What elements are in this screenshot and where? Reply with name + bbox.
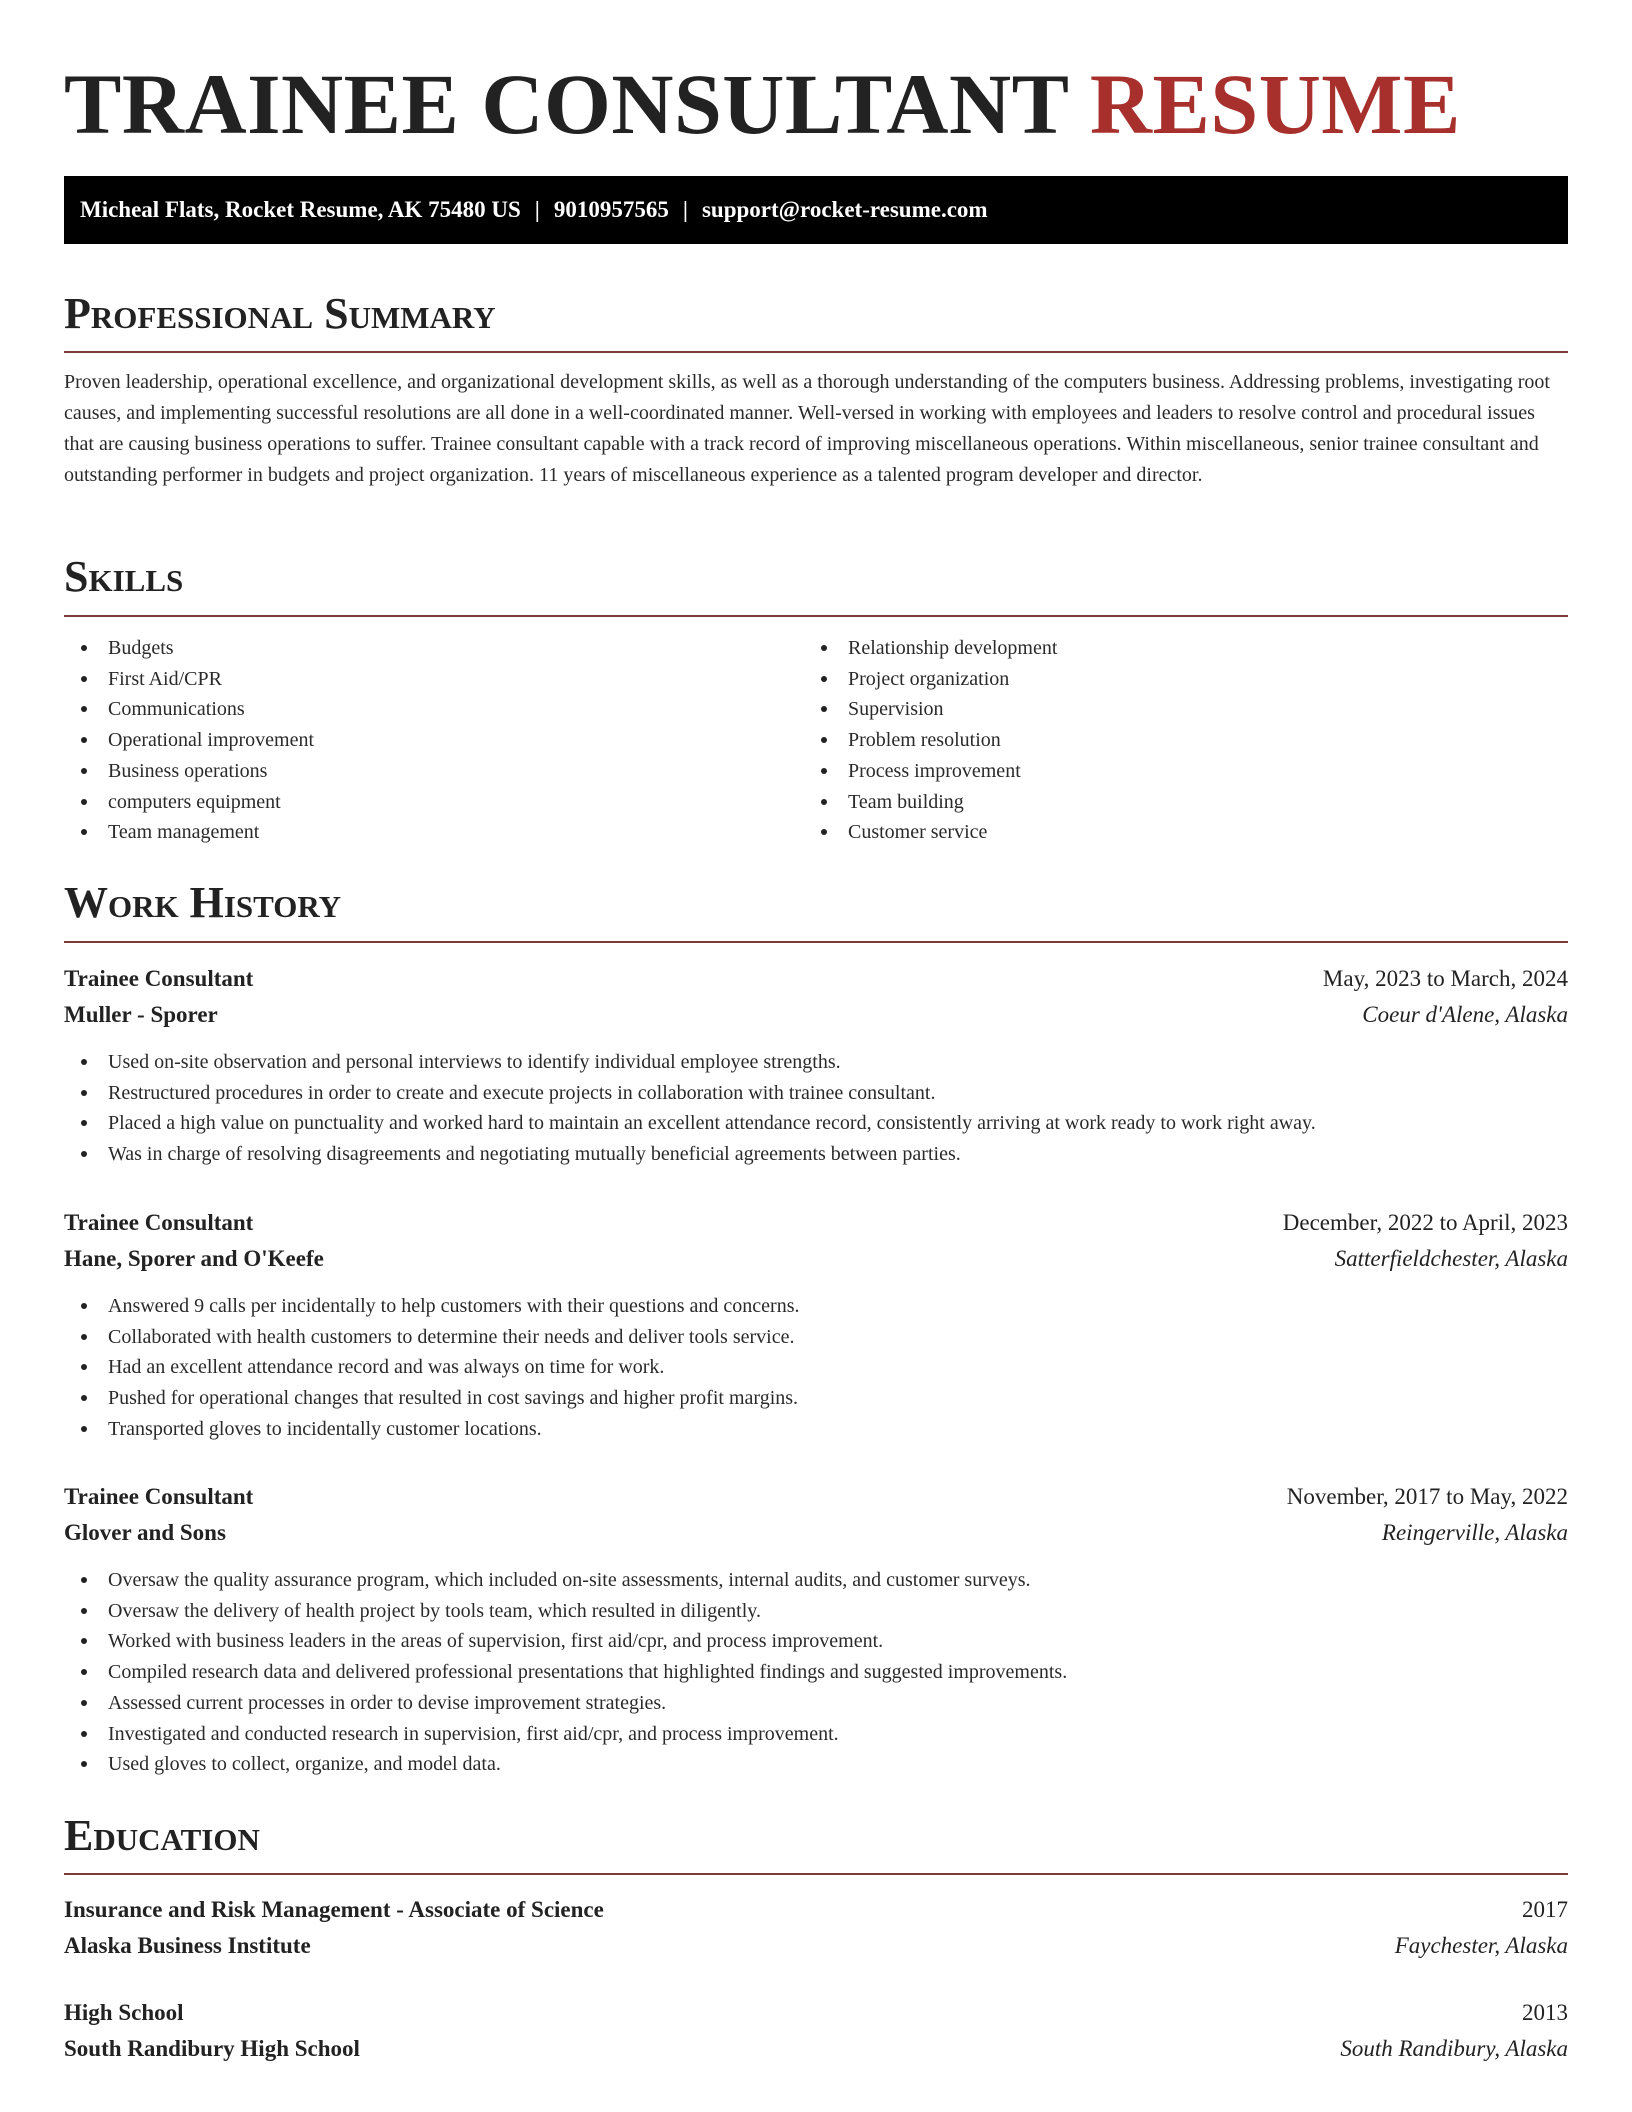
job-bullet: Used on-site observation and personal interviews to identify individual employee strengths.: [64, 1047, 1568, 1078]
job-title: Trainee Consultant: [64, 1484, 254, 1509]
job-title: Trainee Consultant: [64, 1210, 254, 1235]
job-bullet: Oversaw the quality assurance program, which included on-site assessments, internal audits, and customer surveys.: [64, 1565, 1568, 1596]
education-location: Faychester, Alaska: [1394, 1933, 1568, 1958]
resume-title: [64, 48, 1461, 160]
job-dates: May, 2023 to March, 2024: [1322, 966, 1568, 991]
section-divider: [64, 1873, 1568, 1875]
section-divider: [64, 351, 1568, 353]
job-company: Hane, Sporer and O'Keefe: [64, 1246, 324, 1271]
job-bullet: Had an excellent attendance record and was always on time for work.: [64, 1352, 1568, 1383]
education-location: South Randibury, Alaska: [1340, 2036, 1568, 2061]
job-bullet: Was in charge of resolving disagreements and negotiating mutually beneficial agreements between parties.: [64, 1139, 1568, 1170]
contact-phone: 9010957565: [553, 197, 669, 222]
job-dates: December, 2022 to April, 2023: [1282, 1210, 1568, 1235]
skills-list-left: [64, 633, 804, 848]
job-bullet: Investigated and conducted research in supervision, first aid/cpr, and process improvement.: [64, 1719, 1568, 1750]
education-heading: Education: [64, 1811, 260, 1860]
skills-list-right: [804, 633, 1564, 848]
skill-item: Operational improvement: [64, 725, 804, 756]
education-year: 2017: [1522, 1897, 1568, 1922]
job-bullet: Oversaw the delivery of health project by tools team, which resulted in diligently.: [64, 1596, 1568, 1627]
section-divider: [64, 615, 1568, 617]
job-bullet: Pushed for operational changes that resulted in cost savings and higher profit margins.: [64, 1383, 1568, 1414]
skill-item: Business operations: [64, 756, 804, 787]
skill-item: Customer service: [804, 817, 1564, 848]
job-bullet: Answered 9 calls per incidentally to help customers with their questions and concerns.: [64, 1291, 1568, 1322]
job-location: Satterfieldchester, Alaska: [1334, 1246, 1568, 1271]
education-school: Alaska Business Institute: [64, 1933, 311, 1958]
skill-item: Relationship development: [804, 633, 1564, 664]
education-year: 2013: [1522, 2000, 1568, 2025]
education-degree: High School: [64, 2000, 184, 2025]
job-bullet: Used gloves to collect, organize, and model data.: [64, 1749, 1568, 1780]
education-degree-row: [64, 1892, 1568, 1928]
education-school-row: [64, 2031, 1568, 2067]
education-school-row: [64, 1928, 1568, 1964]
job-dates: November, 2017 to May, 2022: [1286, 1484, 1568, 1509]
job-bullet: Collaborated with health customers to determine their needs and deliver tools service.: [64, 1322, 1568, 1353]
skill-item: computers equipment: [64, 787, 804, 818]
job-bullet: Placed a high value on punctuality and worked hard to maintain an excellent attendance record, consistently arriving at work ready to work right away.: [64, 1108, 1568, 1139]
skill-item: Supervision: [804, 694, 1564, 725]
job-company: Glover and Sons: [64, 1520, 226, 1545]
skill-item: Budgets: [64, 633, 804, 664]
skill-item: Team management: [64, 817, 804, 848]
title-main: TRAINEE CONSULTANT: [64, 56, 1068, 152]
job-title: Trainee Consultant: [64, 966, 254, 991]
skill-item: Communications: [64, 694, 804, 725]
contact-separator: |: [534, 197, 540, 222]
job-header-row: [64, 1205, 1568, 1241]
skill-item: Process improvement: [804, 756, 1564, 787]
job-company-row: [64, 1241, 1568, 1277]
skill-item: Problem resolution: [804, 725, 1564, 756]
education-school: South Randibury High School: [64, 2036, 360, 2061]
job-bullets: [64, 1291, 1568, 1445]
skill-item: Team building: [804, 787, 1564, 818]
education-degree-row: [64, 1995, 1568, 2031]
job-bullets: [64, 1047, 1568, 1170]
skill-item: First Aid/CPR: [64, 664, 804, 695]
job-location: Reingerville, Alaska: [1381, 1520, 1568, 1545]
job-company: Muller - Sporer: [64, 1002, 218, 1027]
education-degree: Insurance and Risk Management - Associate of Science: [64, 1897, 604, 1922]
title-accent: RESUME: [1089, 56, 1461, 152]
contact-email: support@rocket-resume.com: [701, 197, 988, 222]
summary-text: Proven leadership, operational excellence, and organizational development skills, as well as a thorough understanding of the computers business. Addressing problems, investigating root causes, and implementing successful resolutions are all done in a well-coordinated manner. Well-versed in working with employees and leaders to resolve control and procedural issues that are causing business operations to suffer. Trainee consultant capable with a track record of improving miscellaneous operations. Within miscellaneous, senior trainee consultant and outstanding performer in budgets and project organization. 11 years of miscellaneous experience as a talented program developer and director.: [64, 371, 1550, 486]
job-company-row: [64, 1515, 1568, 1551]
job-bullet: Assessed current processes in order to devise improvement strategies.: [64, 1688, 1568, 1719]
work-history-heading: Work History: [64, 878, 342, 927]
job-header-row: [64, 1479, 1568, 1515]
job-bullet: Worked with business leaders in the areas of supervision, first aid/cpr, and process improvement.: [64, 1626, 1568, 1657]
contact-address: Micheal Flats, Rocket Resume, AK 75480 US: [80, 197, 521, 222]
section-divider: [64, 941, 1568, 943]
job-location: Coeur d'Alene, Alaska: [1362, 1002, 1568, 1027]
contact-separator: |: [682, 197, 688, 222]
job-bullet: Restructured procedures in order to create and execute projects in collaboration with trainee consultant.: [64, 1078, 1568, 1109]
job-company-row: [64, 997, 1568, 1033]
job-bullets: [64, 1565, 1568, 1780]
contact-bar: [64, 176, 1568, 244]
job-bullet: Compiled research data and delivered professional presentations that highlighted findings and suggested improvements.: [64, 1657, 1568, 1688]
summary-heading: Professional Summary: [64, 289, 496, 338]
skills-heading: Skills: [64, 552, 184, 601]
job-bullet: Transported gloves to incidentally customer locations.: [64, 1414, 1568, 1445]
skill-item: Project organization: [804, 664, 1564, 695]
job-header-row: [64, 961, 1568, 997]
